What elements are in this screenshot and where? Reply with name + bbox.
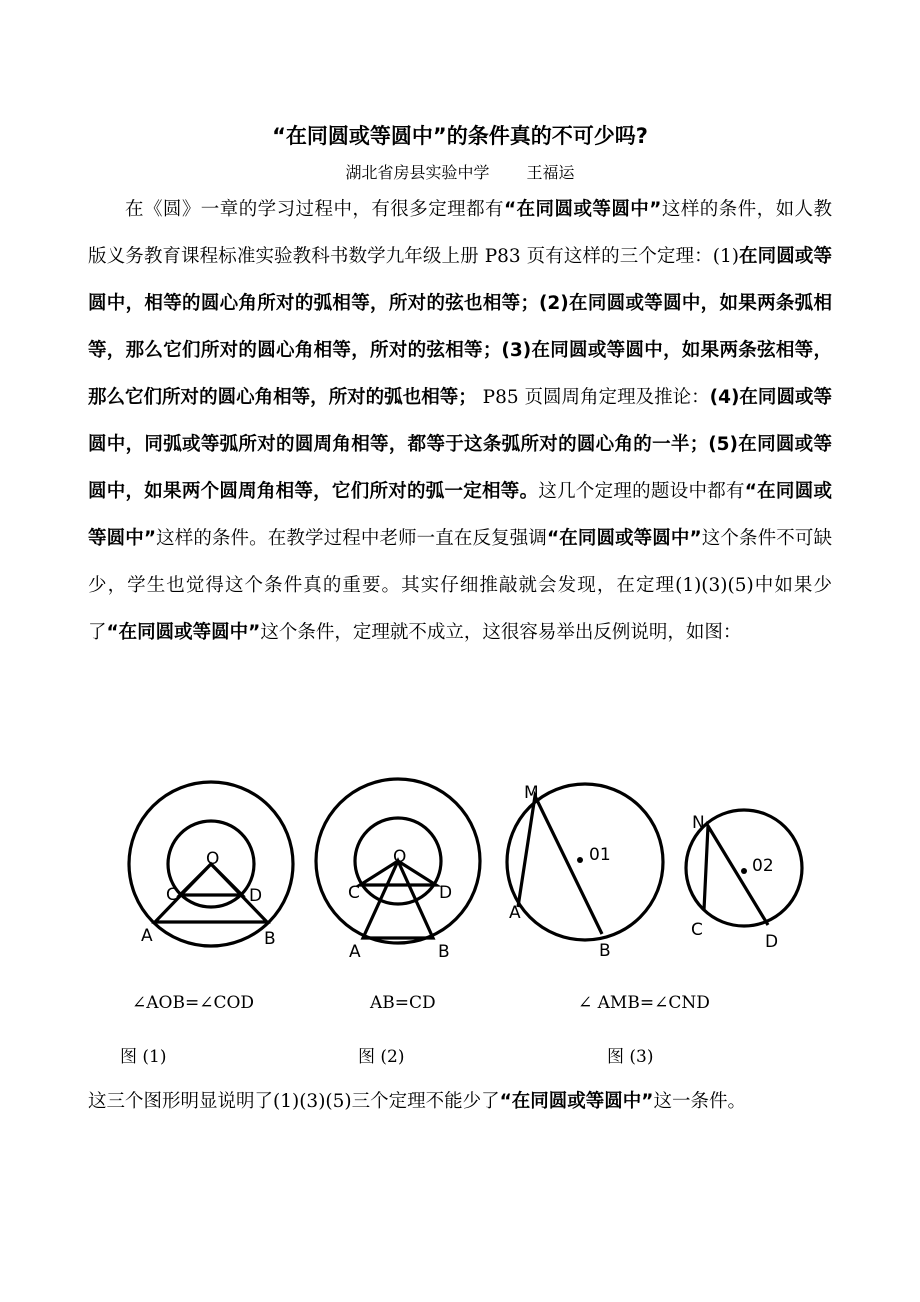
fig3-label-o1: 01 <box>589 845 611 865</box>
fig3-label-m: M <box>524 783 539 803</box>
fig2-equation: AB=CD <box>370 993 436 1013</box>
p1-text: 在《圆》一章的学习过程中，有很多定理都有 <box>125 199 504 220</box>
fig3-label-o2: 02 <box>752 856 774 876</box>
fig2-label-b: B <box>438 942 450 962</box>
fig1-label-a: A <box>141 926 153 946</box>
fig3-center-o1 <box>577 857 583 863</box>
p1-text: 这个条件，定理就不成立，这很容易举出反例说明，如图： <box>260 622 742 643</box>
p2-bold: “在同圆或等圆中” <box>499 1091 654 1112</box>
fig1-label-b: B <box>264 929 276 949</box>
fig1-label-o: O <box>206 849 220 869</box>
fig2-label-a: A <box>349 942 361 962</box>
fig2-label-d: D <box>439 883 453 903</box>
p1-text: 这几个定理的题设中都有 <box>538 481 745 502</box>
p1-bold: “在同圆或等圆中” <box>106 622 261 643</box>
fig3-circle-o1 <box>507 784 663 940</box>
fig3-label-b: B <box>599 941 611 961</box>
fig3-chords-amb <box>518 796 602 934</box>
p1-bold: (4)在同圆或等圆中，同弧或等弧所对的圆周角相等，都等于这条弧所对的圆心角的一半；(5)在同圆或等圆中，如果两个圆周角相等，它们所对的弧一定相等。 <box>88 387 832 502</box>
p1-text: P85 页圆周角定理及推论： <box>476 387 710 408</box>
author-name: 王福运 <box>526 163 575 182</box>
author-line <box>0 160 920 183</box>
p2-text: 这一条件。 <box>653 1091 746 1112</box>
fig3-label-n: N <box>692 813 705 833</box>
paragraph-intro <box>88 186 832 656</box>
p1-text: 这个条件不可缺少，学生也觉得这个条件真的重要。其实仔细推敲就会发现，在定理(1)(3)(5)中如果少了 <box>88 528 832 643</box>
p1-bold: “在同圆或等圆中” <box>504 199 662 220</box>
fig1-label-d: D <box>249 886 263 906</box>
fig3-center-o2 <box>741 868 747 874</box>
fig1-caption: 图 (1) <box>120 1047 167 1067</box>
p1-bold: “在同圆或等圆中” <box>88 481 832 549</box>
fig3-label-d: D <box>765 932 779 952</box>
p2-text: 这三个图形明显说明了(1)(3)(5)三个定理不能少了 <box>88 1091 500 1112</box>
fig2-triangle-aob <box>363 861 433 938</box>
p1-text: 这样的条件，如人教版义务教育课程标准实验教科书数学九年级上册 P83 页有这样的三个定理：(1) <box>88 199 832 267</box>
p1-bold: “在同圆或等圆中” <box>546 528 702 549</box>
page-title: “在同圆或等圆中”的条件真的不可少吗? <box>272 124 648 148</box>
paragraph-conclusion <box>88 1078 832 1125</box>
fig1-label-c: C <box>166 885 178 905</box>
fig3-label-c: C <box>691 920 703 940</box>
fig2-label-o: O <box>393 847 407 867</box>
fig1-equation: ∠AOB=∠COD <box>132 993 255 1013</box>
fig3-label-a: A <box>509 903 521 923</box>
fig3-equation: ∠ AMB=∠CND <box>578 993 710 1013</box>
figures-diagram <box>0 774 920 1074</box>
author-school: 湖北省房县实验中学 <box>345 163 490 182</box>
p1-bold: 在同圆或等圆中，相等的圆心角所对的弧相等，所对的弦也相等；(2)在同圆或等圆中，如果两条弧相等，那么它们所对的圆心角相等，所对的弦相等；(3)在同圆或等圆中，如果两条弦相等，那么它们所对的圆心角相等，所对的弧也相等； <box>88 246 832 408</box>
fig2-label-c: C <box>348 883 360 903</box>
fig3-caption: 图 (3) <box>607 1047 654 1067</box>
p1-text: 这样的条件。在教学过程中老师一直在反复强调 <box>156 528 547 549</box>
fig2-caption: 图 (2) <box>358 1047 405 1067</box>
